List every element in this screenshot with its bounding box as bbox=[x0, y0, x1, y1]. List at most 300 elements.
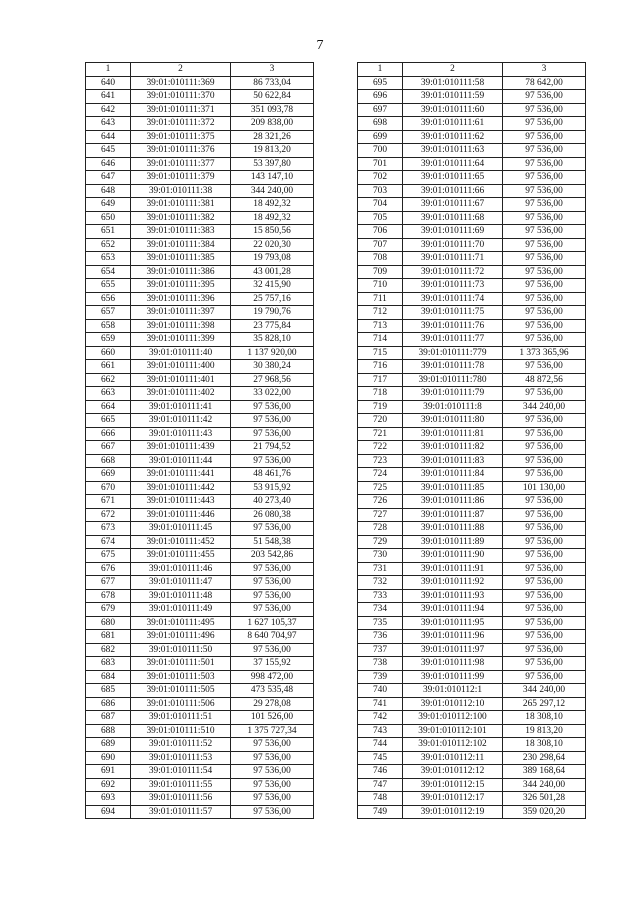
value-cell: 473 535,48 bbox=[231, 684, 314, 698]
cadastral-number-cell: 39:01:010111:41 bbox=[131, 400, 231, 414]
cadastral-number-cell: 39:01:010111:385 bbox=[131, 252, 231, 266]
value-cell: 344 240,00 bbox=[503, 778, 586, 792]
cadastral-number-cell: 39:01:010111:8 bbox=[403, 400, 503, 414]
value-cell: 1 375 727,34 bbox=[231, 724, 314, 738]
cadastral-number-cell: 39:01:010111:55 bbox=[131, 778, 231, 792]
value-cell: 344 240,00 bbox=[503, 400, 586, 414]
row-number-cell: 696 bbox=[358, 90, 403, 104]
row-number-cell: 708 bbox=[358, 252, 403, 266]
cadastral-number-cell: 39:01:010111:379 bbox=[131, 171, 231, 185]
row-number-cell: 669 bbox=[86, 468, 131, 482]
cadastral-number-cell: 39:01:010111:54 bbox=[131, 765, 231, 779]
value-cell: 97 536,00 bbox=[503, 198, 586, 212]
table-row bbox=[86, 778, 314, 792]
row-number-cell: 734 bbox=[358, 603, 403, 617]
row-number-cell: 730 bbox=[358, 549, 403, 563]
value-cell: 97 536,00 bbox=[503, 549, 586, 563]
cadastral-number-cell: 39:01:010111:50 bbox=[131, 643, 231, 657]
value-cell: 1 137 920,00 bbox=[231, 346, 314, 360]
table-row bbox=[86, 400, 314, 414]
table-row bbox=[86, 724, 314, 738]
row-number-cell: 687 bbox=[86, 711, 131, 725]
cadastral-number-cell: 39:01:010112:17 bbox=[403, 792, 503, 806]
value-cell: 18 308,10 bbox=[503, 711, 586, 725]
row-number-cell: 642 bbox=[86, 103, 131, 117]
cadastral-number-cell: 39:01:010111:80 bbox=[403, 414, 503, 428]
value-cell: 19 793,08 bbox=[231, 252, 314, 266]
table-row bbox=[86, 225, 314, 239]
row-number-cell: 666 bbox=[86, 427, 131, 441]
cadastral-number-cell: 39:01:010111:400 bbox=[131, 360, 231, 374]
row-number-cell: 685 bbox=[86, 684, 131, 698]
row-number-cell: 651 bbox=[86, 225, 131, 239]
value-cell: 97 536,00 bbox=[231, 738, 314, 752]
table-row bbox=[86, 279, 314, 293]
value-cell: 19 813,20 bbox=[503, 724, 586, 738]
value-cell: 97 536,00 bbox=[503, 238, 586, 252]
value-cell: 97 536,00 bbox=[231, 414, 314, 428]
table-row bbox=[86, 792, 314, 806]
row-number-cell: 697 bbox=[358, 103, 403, 117]
row-number-cell: 722 bbox=[358, 441, 403, 455]
row-number-cell: 724 bbox=[358, 468, 403, 482]
row-number-cell: 738 bbox=[358, 657, 403, 671]
value-cell: 43 001,28 bbox=[231, 265, 314, 279]
row-number-cell: 693 bbox=[86, 792, 131, 806]
value-cell: 97 536,00 bbox=[231, 400, 314, 414]
table-row bbox=[86, 319, 314, 333]
value-cell: 27 968,56 bbox=[231, 373, 314, 387]
table-row bbox=[86, 198, 314, 212]
value-cell: 97 536,00 bbox=[503, 130, 586, 144]
cadastral-number-cell: 39:01:010111:87 bbox=[403, 508, 503, 522]
table-row bbox=[86, 522, 314, 536]
cadastral-number-cell: 39:01:010111:442 bbox=[131, 481, 231, 495]
table-row bbox=[86, 414, 314, 428]
value-cell: 97 536,00 bbox=[503, 103, 586, 117]
table-row bbox=[358, 171, 586, 185]
table-row bbox=[86, 684, 314, 698]
row-number-cell: 675 bbox=[86, 549, 131, 563]
table-row bbox=[358, 468, 586, 482]
value-cell: 97 536,00 bbox=[231, 522, 314, 536]
row-number-cell: 731 bbox=[358, 562, 403, 576]
cadastral-number-cell: 39:01:010111:496 bbox=[131, 630, 231, 644]
column-header: 1 bbox=[358, 63, 403, 77]
value-cell: 97 536,00 bbox=[503, 670, 586, 684]
table-row bbox=[86, 711, 314, 725]
cadastral-number-cell: 39:01:010111:42 bbox=[131, 414, 231, 428]
row-number-cell: 728 bbox=[358, 522, 403, 536]
table-row bbox=[358, 724, 586, 738]
value-cell: 78 642,00 bbox=[503, 76, 586, 90]
table-row bbox=[358, 535, 586, 549]
row-number-cell: 694 bbox=[86, 805, 131, 819]
table-row bbox=[86, 805, 314, 819]
cadastral-number-cell: 39:01:010111:53 bbox=[131, 751, 231, 765]
table-row bbox=[358, 792, 586, 806]
value-cell: 33 022,00 bbox=[231, 387, 314, 401]
table-row bbox=[358, 184, 586, 198]
cadastral-number-cell: 39:01:010111:85 bbox=[403, 481, 503, 495]
row-number-cell: 689 bbox=[86, 738, 131, 752]
value-cell: 30 380,24 bbox=[231, 360, 314, 374]
cadastral-number-cell: 39:01:010111:441 bbox=[131, 468, 231, 482]
row-number-cell: 647 bbox=[86, 171, 131, 185]
table-row bbox=[358, 144, 586, 158]
value-cell: 203 542,86 bbox=[231, 549, 314, 563]
table-row bbox=[358, 238, 586, 252]
row-number-cell: 668 bbox=[86, 454, 131, 468]
cadastral-number-cell: 39:01:010111:68 bbox=[403, 211, 503, 225]
value-cell: 97 536,00 bbox=[503, 144, 586, 158]
value-cell: 48 461,76 bbox=[231, 468, 314, 482]
row-number-cell: 679 bbox=[86, 603, 131, 617]
table-row bbox=[86, 454, 314, 468]
row-number-cell: 709 bbox=[358, 265, 403, 279]
cadastral-number-cell: 39:01:010111:503 bbox=[131, 670, 231, 684]
row-number-cell: 674 bbox=[86, 535, 131, 549]
table-row bbox=[358, 103, 586, 117]
table-row bbox=[358, 630, 586, 644]
cadastral-number-cell: 39:01:010111:89 bbox=[403, 535, 503, 549]
value-cell: 998 472,00 bbox=[231, 670, 314, 684]
row-number-cell: 641 bbox=[86, 90, 131, 104]
column-header: 2 bbox=[131, 63, 231, 77]
cadastral-number-cell: 39:01:010112:10 bbox=[403, 697, 503, 711]
table-row bbox=[358, 292, 586, 306]
table-row bbox=[358, 414, 586, 428]
cadastral-number-cell: 39:01:010111:62 bbox=[403, 130, 503, 144]
value-cell: 265 297,12 bbox=[503, 697, 586, 711]
cadastral-number-cell: 39:01:010111:91 bbox=[403, 562, 503, 576]
table-row bbox=[358, 522, 586, 536]
value-cell: 29 278,08 bbox=[231, 697, 314, 711]
table-row bbox=[86, 508, 314, 522]
table-row bbox=[358, 400, 586, 414]
cadastral-number-cell: 39:01:010111:780 bbox=[403, 373, 503, 387]
cadastral-number-cell: 39:01:010111:377 bbox=[131, 157, 231, 171]
cadastral-number-cell: 39:01:010111:94 bbox=[403, 603, 503, 617]
row-number-cell: 672 bbox=[86, 508, 131, 522]
table-row bbox=[358, 603, 586, 617]
value-cell: 19 813,20 bbox=[231, 144, 314, 158]
value-cell: 53 915,92 bbox=[231, 481, 314, 495]
row-number-cell: 656 bbox=[86, 292, 131, 306]
value-cell: 97 536,00 bbox=[503, 319, 586, 333]
value-cell: 53 397,80 bbox=[231, 157, 314, 171]
cadastral-number-cell: 39:01:010111:49 bbox=[131, 603, 231, 617]
value-cell: 97 536,00 bbox=[503, 454, 586, 468]
cadastral-number-cell: 39:01:010111:446 bbox=[131, 508, 231, 522]
table-row bbox=[86, 103, 314, 117]
cadastral-number-cell: 39:01:010111:59 bbox=[403, 90, 503, 104]
value-cell: 97 536,00 bbox=[503, 589, 586, 603]
cadastral-number-cell: 39:01:010111:372 bbox=[131, 117, 231, 131]
cadastral-number-cell: 39:01:010111:398 bbox=[131, 319, 231, 333]
table-row bbox=[86, 562, 314, 576]
row-number-cell: 678 bbox=[86, 589, 131, 603]
table-row bbox=[358, 373, 586, 387]
table-header-row bbox=[358, 63, 586, 77]
table-row bbox=[86, 751, 314, 765]
value-cell: 97 536,00 bbox=[503, 252, 586, 266]
cadastral-number-cell: 39:01:010111:44 bbox=[131, 454, 231, 468]
value-cell: 97 536,00 bbox=[503, 211, 586, 225]
cadastral-number-cell: 39:01:010111:82 bbox=[403, 441, 503, 455]
table-row bbox=[86, 211, 314, 225]
row-number-cell: 744 bbox=[358, 738, 403, 752]
cadastral-number-cell: 39:01:010111:60 bbox=[403, 103, 503, 117]
table-row bbox=[358, 252, 586, 266]
value-cell: 97 536,00 bbox=[503, 468, 586, 482]
value-cell: 97 536,00 bbox=[503, 387, 586, 401]
value-cell: 97 536,00 bbox=[503, 630, 586, 644]
table-row bbox=[86, 346, 314, 360]
value-cell: 28 321,26 bbox=[231, 130, 314, 144]
value-cell: 97 536,00 bbox=[503, 292, 586, 306]
value-cell: 97 536,00 bbox=[231, 765, 314, 779]
cadastral-number-cell: 39:01:010111:70 bbox=[403, 238, 503, 252]
table-row bbox=[358, 738, 586, 752]
table-row bbox=[358, 225, 586, 239]
table-row bbox=[86, 589, 314, 603]
cadastral-number-cell: 39:01:010111:505 bbox=[131, 684, 231, 698]
row-number-cell: 701 bbox=[358, 157, 403, 171]
cadastral-number-cell: 39:01:010111:88 bbox=[403, 522, 503, 536]
value-cell: 97 536,00 bbox=[503, 279, 586, 293]
value-cell: 97 536,00 bbox=[503, 157, 586, 171]
value-cell: 97 536,00 bbox=[503, 360, 586, 374]
value-cell: 101 130,00 bbox=[503, 481, 586, 495]
cadastral-number-cell: 39:01:010111:395 bbox=[131, 279, 231, 293]
value-cell: 97 536,00 bbox=[503, 333, 586, 347]
cadastral-number-cell: 39:01:010111:510 bbox=[131, 724, 231, 738]
table-row bbox=[358, 130, 586, 144]
table-row bbox=[358, 684, 586, 698]
table-row bbox=[86, 468, 314, 482]
cadastral-number-cell: 39:01:010111:779 bbox=[403, 346, 503, 360]
row-number-cell: 710 bbox=[358, 279, 403, 293]
table-row bbox=[86, 76, 314, 90]
cadastral-number-cell: 39:01:010111:57 bbox=[131, 805, 231, 819]
cadastral-number-cell: 39:01:010111:371 bbox=[131, 103, 231, 117]
table-row bbox=[358, 157, 586, 171]
row-number-cell: 684 bbox=[86, 670, 131, 684]
cadastral-number-cell: 39:01:010111:376 bbox=[131, 144, 231, 158]
table-row bbox=[358, 589, 586, 603]
table-row bbox=[86, 130, 314, 144]
row-number-cell: 655 bbox=[86, 279, 131, 293]
value-cell: 86 733,04 bbox=[231, 76, 314, 90]
row-number-cell: 747 bbox=[358, 778, 403, 792]
cadastral-number-cell: 39:01:010111:61 bbox=[403, 117, 503, 131]
cadastral-number-cell: 39:01:010111:84 bbox=[403, 468, 503, 482]
cadastral-number-cell: 39:01:010111:506 bbox=[131, 697, 231, 711]
cadastral-number-cell: 39:01:010112:1 bbox=[403, 684, 503, 698]
row-number-cell: 716 bbox=[358, 360, 403, 374]
row-number-cell: 699 bbox=[358, 130, 403, 144]
cadastral-number-cell: 39:01:010111:63 bbox=[403, 144, 503, 158]
row-number-cell: 733 bbox=[358, 589, 403, 603]
row-number-cell: 658 bbox=[86, 319, 131, 333]
table-row bbox=[86, 643, 314, 657]
table-row bbox=[86, 427, 314, 441]
cadastral-number-cell: 39:01:010111:56 bbox=[131, 792, 231, 806]
table-row bbox=[358, 387, 586, 401]
row-number-cell: 664 bbox=[86, 400, 131, 414]
row-number-cell: 729 bbox=[358, 535, 403, 549]
table-row bbox=[358, 670, 586, 684]
cadastral-number-cell: 39:01:010111:452 bbox=[131, 535, 231, 549]
value-cell: 97 536,00 bbox=[503, 657, 586, 671]
row-number-cell: 671 bbox=[86, 495, 131, 509]
cadastral-number-cell: 39:01:010111:69 bbox=[403, 225, 503, 239]
row-number-cell: 661 bbox=[86, 360, 131, 374]
table-row bbox=[358, 616, 586, 630]
table-row bbox=[86, 360, 314, 374]
value-cell: 389 168,64 bbox=[503, 765, 586, 779]
value-cell: 209 838,00 bbox=[231, 117, 314, 131]
row-number-cell: 643 bbox=[86, 117, 131, 131]
cadastral-number-cell: 39:01:010111:67 bbox=[403, 198, 503, 212]
value-cell: 18 492,32 bbox=[231, 198, 314, 212]
row-number-cell: 740 bbox=[358, 684, 403, 698]
value-cell: 97 536,00 bbox=[503, 184, 586, 198]
value-cell: 23 775,84 bbox=[231, 319, 314, 333]
row-number-cell: 707 bbox=[358, 238, 403, 252]
row-number-cell: 648 bbox=[86, 184, 131, 198]
cadastral-number-cell: 39:01:010111:381 bbox=[131, 198, 231, 212]
table-row bbox=[86, 657, 314, 671]
table-row bbox=[358, 346, 586, 360]
row-number-cell: 667 bbox=[86, 441, 131, 455]
value-cell: 40 273,40 bbox=[231, 495, 314, 509]
cadastral-number-cell: 39:01:010111:375 bbox=[131, 130, 231, 144]
row-number-cell: 742 bbox=[358, 711, 403, 725]
cadastral-number-cell: 39:01:010111:399 bbox=[131, 333, 231, 347]
value-cell: 18 308,10 bbox=[503, 738, 586, 752]
table-row bbox=[86, 630, 314, 644]
table-row bbox=[358, 441, 586, 455]
cadastral-number-cell: 39:01:010112:100 bbox=[403, 711, 503, 725]
row-number-cell: 644 bbox=[86, 130, 131, 144]
table-row bbox=[358, 265, 586, 279]
cadastral-number-cell: 39:01:010111:97 bbox=[403, 643, 503, 657]
table-row bbox=[86, 603, 314, 617]
column-header: 1 bbox=[86, 63, 131, 77]
cadastral-number-cell: 39:01:010111:51 bbox=[131, 711, 231, 725]
value-cell: 1 373 365,96 bbox=[503, 346, 586, 360]
table-row bbox=[86, 549, 314, 563]
row-number-cell: 690 bbox=[86, 751, 131, 765]
value-cell: 97 536,00 bbox=[503, 265, 586, 279]
cadastral-number-cell: 39:01:010112:101 bbox=[403, 724, 503, 738]
value-cell: 97 536,00 bbox=[231, 805, 314, 819]
value-cell: 97 536,00 bbox=[231, 751, 314, 765]
row-number-cell: 743 bbox=[358, 724, 403, 738]
table-row bbox=[358, 765, 586, 779]
table-row bbox=[358, 643, 586, 657]
row-number-cell: 698 bbox=[358, 117, 403, 131]
table-row bbox=[358, 360, 586, 374]
table-row bbox=[358, 427, 586, 441]
row-number-cell: 695 bbox=[358, 76, 403, 90]
value-cell: 97 536,00 bbox=[231, 643, 314, 657]
value-cell: 326 501,28 bbox=[503, 792, 586, 806]
cadastral-number-cell: 39:01:010111:95 bbox=[403, 616, 503, 630]
cadastral-number-cell: 39:01:010111:96 bbox=[403, 630, 503, 644]
row-number-cell: 718 bbox=[358, 387, 403, 401]
cadastral-number-cell: 39:01:010111:397 bbox=[131, 306, 231, 320]
row-number-cell: 663 bbox=[86, 387, 131, 401]
cadastral-number-cell: 39:01:010111:93 bbox=[403, 589, 503, 603]
cadastral-number-cell: 39:01:010111:81 bbox=[403, 427, 503, 441]
row-number-cell: 723 bbox=[358, 454, 403, 468]
row-number-cell: 720 bbox=[358, 414, 403, 428]
row-number-cell: 703 bbox=[358, 184, 403, 198]
row-number-cell: 653 bbox=[86, 252, 131, 266]
cadastral-number-cell: 39:01:010112:15 bbox=[403, 778, 503, 792]
cadastral-number-cell: 39:01:010111:369 bbox=[131, 76, 231, 90]
page-number: 7 bbox=[316, 38, 324, 53]
row-number-cell: 725 bbox=[358, 481, 403, 495]
table-row bbox=[86, 576, 314, 590]
table-row bbox=[358, 549, 586, 563]
row-number-cell: 741 bbox=[358, 697, 403, 711]
row-number-cell: 702 bbox=[358, 171, 403, 185]
value-cell: 97 536,00 bbox=[503, 495, 586, 509]
table-row bbox=[86, 535, 314, 549]
value-cell: 97 536,00 bbox=[503, 441, 586, 455]
value-cell: 97 536,00 bbox=[503, 117, 586, 131]
table-row bbox=[86, 333, 314, 347]
table-row bbox=[358, 90, 586, 104]
value-cell: 97 536,00 bbox=[503, 427, 586, 441]
data-table-left bbox=[85, 62, 314, 819]
table-row bbox=[86, 670, 314, 684]
row-number-cell: 665 bbox=[86, 414, 131, 428]
row-number-cell: 649 bbox=[86, 198, 131, 212]
value-cell: 230 298,64 bbox=[503, 751, 586, 765]
cadastral-number-cell: 39:01:010111:65 bbox=[403, 171, 503, 185]
row-number-cell: 706 bbox=[358, 225, 403, 239]
value-cell: 25 757,16 bbox=[231, 292, 314, 306]
cadastral-number-cell: 39:01:010111:370 bbox=[131, 90, 231, 104]
table-row bbox=[86, 738, 314, 752]
cadastral-number-cell: 39:01:010111:71 bbox=[403, 252, 503, 266]
value-cell: 1 627 105,37 bbox=[231, 616, 314, 630]
row-number-cell: 736 bbox=[358, 630, 403, 644]
value-cell: 50 622,84 bbox=[231, 90, 314, 104]
cadastral-number-cell: 39:01:010112:12 bbox=[403, 765, 503, 779]
row-number-cell: 691 bbox=[86, 765, 131, 779]
cadastral-number-cell: 39:01:010111:501 bbox=[131, 657, 231, 671]
cadastral-number-cell: 39:01:010111:66 bbox=[403, 184, 503, 198]
cadastral-number-cell: 39:01:010111:396 bbox=[131, 292, 231, 306]
table-row bbox=[358, 198, 586, 212]
cadastral-number-cell: 39:01:010111:384 bbox=[131, 238, 231, 252]
cadastral-number-cell: 39:01:010111:74 bbox=[403, 292, 503, 306]
cadastral-number-cell: 39:01:010111:98 bbox=[403, 657, 503, 671]
value-cell: 97 536,00 bbox=[231, 576, 314, 590]
table-row bbox=[86, 171, 314, 185]
row-number-cell: 652 bbox=[86, 238, 131, 252]
row-number-cell: 673 bbox=[86, 522, 131, 536]
cadastral-number-cell: 39:01:010111:382 bbox=[131, 211, 231, 225]
value-cell: 97 536,00 bbox=[503, 171, 586, 185]
value-cell: 97 536,00 bbox=[231, 562, 314, 576]
